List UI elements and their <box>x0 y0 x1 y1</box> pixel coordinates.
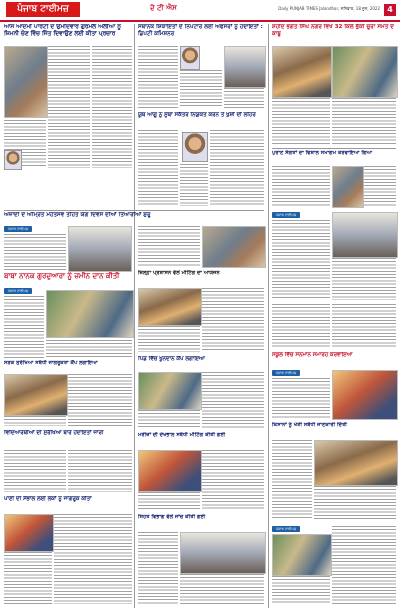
article-text <box>138 46 178 108</box>
article-text <box>54 514 132 604</box>
article-photo <box>332 166 364 208</box>
article-photo <box>46 290 134 338</box>
article-photo <box>138 288 202 326</box>
article-text <box>4 552 52 604</box>
headline-11: ਪਿੰਡ ਵਿੱਚ ਖੂਨਦਾਨ ਕੈਂਪ ਲਗਾਇਆ <box>138 356 205 362</box>
portrait-photo <box>182 132 208 162</box>
portrait-photo <box>180 46 200 70</box>
article-text <box>138 326 200 352</box>
article-text <box>138 130 178 206</box>
article-text <box>272 576 330 604</box>
headline-6: ਅਜ਼ਾਦੀ ਦੇ ਅੰਮ੍ਰਿਤ ਮਹੋਤਸਵ ਤਹਿਤ ਯੋਗ ਦਿਵਸ ਦੀਆਂ ਤਿਆਰੀਆਂ ਸ਼ੁਰੂ <box>4 212 151 218</box>
article-text <box>4 450 66 492</box>
page-number: 4 <box>384 4 396 16</box>
article-text <box>202 372 264 428</box>
headline-8: ਸੜਕ ਸੁਰੱਖਿਆ ਸਬੰਧੀ ਜਾਗਰੂਕਤਾ ਕੈਂਪ ਲਗਾਇਆ <box>4 360 98 366</box>
section-badge: ਪੰਜਾਬ ਟਾਈਮਜ਼ <box>4 288 32 294</box>
headline-16: ਕਿਸਾਨਾਂ ਨੂੰ ਖੇਤੀ ਸਬੰਧੀ ਜਾਣਕਾਰੀ ਦਿੱਤੀ <box>272 422 347 428</box>
article-text <box>210 130 264 206</box>
article-photo <box>332 46 398 98</box>
article-text <box>272 440 312 520</box>
dateline: Daily PUNJAB TIMES Jalandhar, ਸ਼ਨਿਵਾਰ, 18 ਜੂਨ, 2022 <box>278 6 380 11</box>
section-badge: ਪੰਜਾਬ ਟਾਈਮਜ਼ <box>4 226 32 232</box>
article-text <box>180 574 264 604</box>
article-photo <box>4 514 54 552</box>
article-text <box>180 164 208 206</box>
headline-13: ਮਰੀਜ਼ਾਂ ਦੀ ਦੇਖਭਾਲ ਸਬੰਧੀ ਮੀਟਿੰਗ ਕੀਤੀ ਗਈ <box>138 432 226 438</box>
section-divider <box>272 148 396 149</box>
article-text <box>202 450 264 510</box>
article-photo <box>332 370 398 420</box>
article-text <box>332 304 396 348</box>
masthead: ਪੰਜਾਬ ਟਾਈਮਜ਼ <box>6 2 80 17</box>
article-photo <box>224 46 266 88</box>
article-text <box>4 234 66 270</box>
article-photo <box>68 226 132 272</box>
article-text <box>332 526 396 604</box>
headline-7: ਬਾਬਾ ਨਾਨਕ ਗੁਰਦੁਆਰਾ ਨੂੰ ਜ਼ਮੀਨ ਦਾਨ ਕੀਤੀ <box>4 272 120 280</box>
article-text <box>68 450 132 492</box>
article-text <box>272 220 330 300</box>
page-header <box>0 0 400 22</box>
article-photo <box>272 534 332 576</box>
article-photo <box>272 46 332 98</box>
article-photo <box>180 532 266 574</box>
article-text <box>138 532 178 604</box>
article-text <box>46 340 132 358</box>
article-text <box>224 88 264 108</box>
section-divider <box>4 210 264 211</box>
article-text <box>138 226 200 266</box>
article-text <box>202 288 264 352</box>
center-title: ਦੇ ਟੀ ਐਸ <box>150 4 177 12</box>
headline-2: ਸਥਾਨਕ ਸ਼ਿਕਾਇਤਾਂ ਦੇ ਨਿਪਟਾਰੇ ਲਈ ਅਫਸਰਾਂ ਨੂੰ ਹਦਾਇਤਾਂ : ਡਿਪਟੀ ਕਮਿਸ਼ਨਰ <box>138 24 263 37</box>
headline-4: ਯੂਥ ਆਗੂ ਨੂੰ ਸੂਬਾ ਸਕੱਤਰ ਨਿਯੁਕਤ ਕਰਨ ਤੇ ਖੁਸ਼ੀ ਦੀ ਲਹਿਰ <box>138 112 256 118</box>
article-text <box>48 46 90 168</box>
article-photo <box>4 374 68 416</box>
section-badge: ਪੰਜਾਬ ਟਾਈਮਜ਼ <box>272 212 300 218</box>
article-text <box>92 46 132 168</box>
article-photo <box>202 226 266 268</box>
column-rule <box>134 24 135 608</box>
article-text <box>4 296 44 358</box>
headline-3: ਸ਼ਹੀਦ ਭਗਤ ਸਿੰਘ ਨਗਰ ਵਿਖੇ 32 ਕਿਲੋ ਭੁੱਕੀ ਚੂਰਾ ਸਮੇਤ ਦੋ ਕਾਬੂ <box>272 24 394 37</box>
column-rule <box>268 24 269 608</box>
article-text <box>272 378 330 418</box>
headline-10: ਵਿਦਿਆਰਥੀਆਂ ਦੀ ਸੁਰੱਖਿਆ ਬਾਰੇ ਹਦਾਇਤਾਂ ਜਾਰੀ <box>4 430 104 436</box>
headline-5: ਪੁਰਾਣ ਸੰਗਤਾਂ ਦਾ ਵਿਸ਼ਾਲ ਸਮਾਗਮ ਕਰਵਾਇਆ ਗਿਆ <box>272 150 373 156</box>
article-photo <box>314 440 398 486</box>
headline-12: ਪਾਣੀ ਦੀ ਸੰਭਾਲ ਲਈ ਲੋਕਾਂ ਨੂੰ ਜਾਗਰੂਕ ਕੀਤਾ <box>4 496 92 502</box>
headline-1: ਆਸ ਆਦਮੀ ਪਾਰਟੀ ਦੇ ਉਮੀਦਵਾਰ ਗੁਰਮੇਲ ਅਲੀਆ ਨੂੰ ਜ਼ਿਮਨੀ ਚੋਣ ਵਿੱਚ ਜਿੱਤ ਦਿਵਾਉਣ ਲਈ ਕੀਤਾ ਪ੍ਰਚਾਰ <box>4 24 121 37</box>
section-badge: ਪੰਜਾਬ ਟਾਈਮਜ਼ <box>272 370 300 376</box>
article-text <box>364 166 396 206</box>
article-photo <box>332 212 398 258</box>
article-text <box>332 258 396 300</box>
article-text <box>272 166 330 206</box>
article-text <box>4 416 66 426</box>
article-text <box>68 374 132 426</box>
article-photo <box>4 46 48 118</box>
section-badge: ਪੰਜਾਬ ਟਾਈਮਜ਼ <box>272 526 300 532</box>
article-text <box>272 98 330 146</box>
article-text <box>180 70 222 108</box>
headline-9: ਜ਼ਿਲ੍ਹਾ ਪ੍ਰਸ਼ਾਸਨ ਵੱਲੋਂ ਮੀਟਿੰਗ ਦਾ ਆਯੋਜਨ <box>138 270 220 276</box>
article-text <box>272 304 330 348</box>
headline-15: ਸਕੂਲ ਵਿੱਚ ਸਨਮਾਨ ਸਮਾਰੋਹ ਕਰਵਾਇਆ <box>272 352 353 358</box>
headline-14: ਸਿਹਤ ਵਿਭਾਗ ਵੱਲੋਂ ਜਾਂਚ ਕੀਤੀ ਗਈ <box>138 514 206 520</box>
article-text <box>332 98 396 146</box>
article-photo <box>138 450 202 492</box>
article-text <box>138 492 200 510</box>
article-text <box>138 410 200 428</box>
portrait-photo <box>4 150 22 170</box>
article-text <box>314 486 396 520</box>
article-photo <box>138 372 202 410</box>
